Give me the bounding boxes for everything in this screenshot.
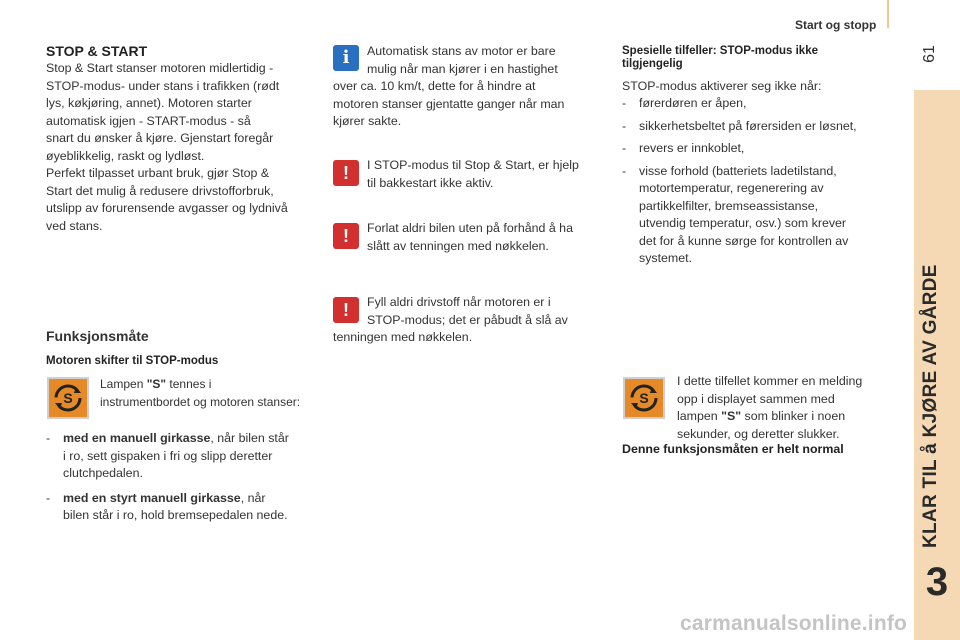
text-line: motortemperatur, regenerering av <box>639 181 824 195</box>
text-line: sekunder, og deretter slukker. <box>677 426 840 441</box>
warning-icon: ! <box>333 160 359 186</box>
bold-term: med en manuell girkasse <box>63 431 211 445</box>
text-line: Automatisk stans av motor er bare <box>367 44 556 58</box>
list-dash: - <box>622 141 627 155</box>
lamp-letter: "S" <box>146 377 167 391</box>
text-line: Start det mulig å redusere drivstofforbruk, <box>46 183 274 198</box>
lamp-blink-note <box>677 373 887 443</box>
stop-start-lamp-glyph <box>625 379 663 417</box>
text-line: partikkelfilter, bremseassistanse, <box>639 198 819 213</box>
text-line: tenningen med nøkkelen. <box>333 330 473 344</box>
heading-line: tilgjengelig <box>622 58 683 70</box>
text-line: Stop & Start stanser motoren midlertidig - <box>46 61 274 75</box>
text-line: slått av tenningen med nøkkelen. <box>367 238 549 253</box>
chapter-title: KLAR TIL å KJØRE AV GÅRDE <box>920 264 941 548</box>
text-line: til bakkestart ikke aktiv. <box>367 175 494 190</box>
text-line: I STOP-modus til Stop & Start, er hjelp <box>367 158 579 172</box>
warning-note-hill-start <box>367 157 607 192</box>
list-item <box>622 95 887 113</box>
svg-text:S: S <box>63 390 73 406</box>
list-dash: - <box>622 118 627 133</box>
stop-start-lamp-icon <box>47 377 89 419</box>
warning-note-leave-car <box>367 220 607 255</box>
list-item <box>46 490 326 525</box>
text-line: øyeblikkelig, raskt og lydløst. <box>46 148 205 163</box>
bold-term: med en styrt manuell girkasse <box>63 490 241 505</box>
text-line: snart du ønsker å kjøre. Gjenstart foregår <box>46 131 274 145</box>
text-run: , når bilen står <box>210 431 289 445</box>
text-run: som blinker i noen <box>741 409 846 423</box>
special-cases-heading <box>622 45 882 71</box>
text-line: lys, køkjøring, annet). Motoren starter <box>46 96 252 110</box>
text-line: utvendig temperatur, osv.) som krever <box>639 216 847 230</box>
section-heading-stop-start: STOP & START <box>46 43 148 59</box>
text-line <box>63 430 326 448</box>
text-line: STOP-modus- under stans i trafikken (rødt <box>46 78 280 93</box>
text-line: revers er innkoblet, <box>639 141 745 155</box>
text-line: automatisk igjen - START-modus - så <box>46 113 251 128</box>
list-item <box>622 163 887 268</box>
stop-start-lamp-glyph <box>49 379 87 417</box>
list-dash: - <box>622 96 627 110</box>
page-number: 61 <box>921 45 938 63</box>
list-item <box>46 430 326 483</box>
text-line: instrumentbordet og motoren stanser: <box>100 394 301 409</box>
conditions-list <box>622 95 887 268</box>
svg-text:S: S <box>639 390 649 406</box>
text-line: ved stans. <box>46 218 103 233</box>
bullet-list-stop-mode <box>46 430 326 525</box>
text-line: Fyll aldri drivstoff når motoren er i <box>367 295 551 309</box>
text-line: utslipp av forurensende avgasser og lydnivå <box>46 201 288 215</box>
warning-note-refuel <box>367 294 607 329</box>
lamp-letter: "S" <box>721 409 742 423</box>
text-line <box>63 490 326 508</box>
subheading-stop-mode: Motoren skifter til STOP-modus <box>46 355 219 367</box>
text-line <box>677 408 887 426</box>
warning-icon: ! <box>333 297 359 323</box>
info-note-top <box>367 43 602 78</box>
stop-start-lamp-icon <box>623 377 665 419</box>
text-line: opp i displayet sammen med <box>677 391 835 406</box>
text-run: tennes i <box>166 377 212 391</box>
list-dash: - <box>622 163 627 178</box>
watermark: carmanualsonline.info <box>680 612 908 635</box>
text-run: lampen <box>677 409 722 423</box>
text-line: Forlat aldri bilen uten på forhånd å ha <box>367 221 573 235</box>
heading-line: Spesielle tilfeller: STOP-modus ikke <box>622 45 818 57</box>
list-item <box>622 118 887 136</box>
text-run: Lampen <box>100 377 147 391</box>
text-line: I dette tilfellet kommer en melding <box>677 374 863 388</box>
header-divider <box>887 0 889 28</box>
text-line: clutchpedalen. <box>63 466 143 480</box>
info-icon: i <box>333 45 359 71</box>
list-dash: - <box>46 431 51 445</box>
list-item <box>622 140 887 158</box>
normal-operation-note: Denne funksjonsmåten er helt normal <box>622 442 844 456</box>
running-header: Start og stopp <box>795 18 877 32</box>
list-dash: - <box>46 490 51 505</box>
intro-paragraph <box>46 60 321 235</box>
text-line: visse forhold (batteriets ladetilstand, <box>639 163 837 178</box>
text-line: kjører sakte. <box>333 114 402 128</box>
text-line: Perfekt tilpasset urbant bruk, gjør Stop & <box>46 166 270 180</box>
text-line: STOP-modus; det er påbudt å slå av <box>367 312 568 327</box>
text-line: bilen står i ro, hold bremsepedalen nede. <box>63 508 288 522</box>
text-line <box>100 376 325 394</box>
text-line: det for å kunne sørge for kontrollen av <box>639 233 849 248</box>
text-line: motoren stanser gjentatte ganger når man <box>333 96 565 111</box>
special-cases-intro: STOP-modus aktiverer seg ikke når: <box>622 79 822 93</box>
section-heading-function: Funksjonsmåte <box>46 328 149 344</box>
text-line: i ro, sett gispaken i fri og slipp deretter <box>63 448 273 463</box>
warning-note-refuel-cont <box>333 329 603 347</box>
text-run: , når <box>240 490 266 505</box>
info-note-bottom <box>333 78 603 131</box>
text-line: førerdøren er åpen, <box>639 96 747 110</box>
text-line: mulig når man kjører i en hastighet <box>367 61 558 76</box>
lamp-description <box>100 376 325 411</box>
text-line: sikkerhetsbeltet på førersiden er løsnet, <box>639 118 857 133</box>
text-line: over ca. 10 km/t, dette for å hindre at <box>333 79 536 93</box>
text-line: systemet. <box>639 251 693 265</box>
warning-icon: ! <box>333 223 359 249</box>
chapter-number: 3 <box>925 560 949 604</box>
